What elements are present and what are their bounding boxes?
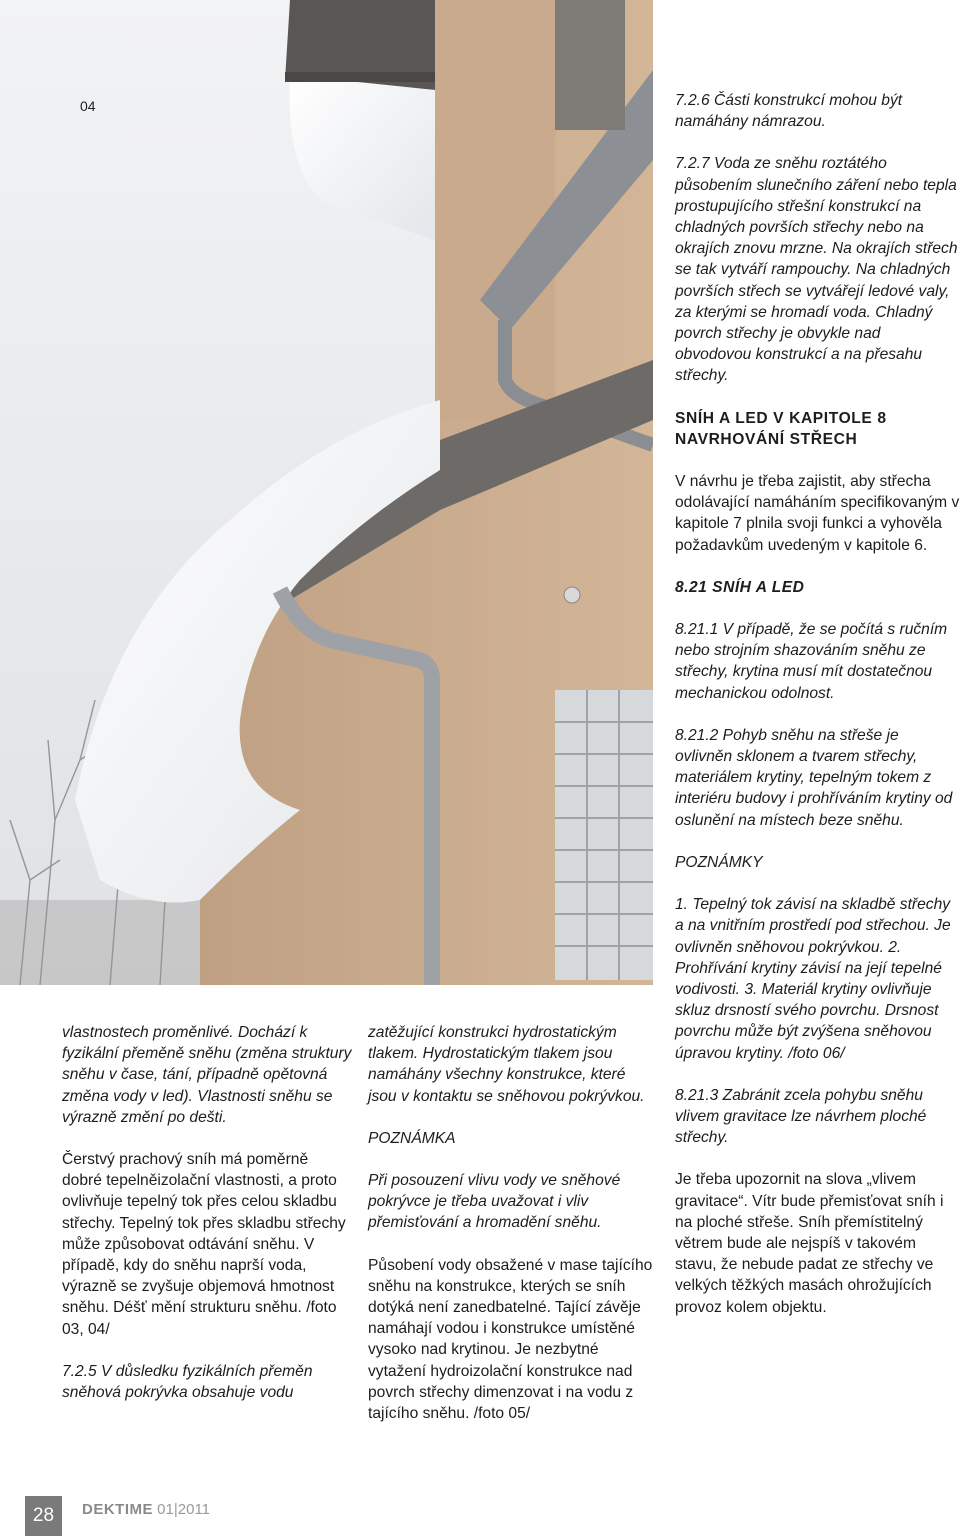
paragraph-7-2-6: 7.2.6 Části konstrukcí mohou být namáhány námrazou.	[675, 92, 903, 131]
magazine-name: DEKTIME	[82, 1501, 153, 1518]
paragraph-8-21-2: 8.21.2 Pohyb sněhu na střeše je ovlivněn sklonem a tvarem střechy, materiálem krytiny, tepelným tokem z interiéru budovy i prohříváním krytiny od oslunění na místech beze sněhu.	[675, 726, 953, 829]
section-heading: SNÍH A LED V KAPITOLE 8 NAVRHOVÁNÍ STŘECH	[675, 409, 887, 448]
note-body: Při posouzení vlivu vody ve sněhové pokrývce je třeba uvažovat i vliv přemisťování a hromadění sněhu.	[368, 1172, 621, 1232]
column-1	[62, 1022, 352, 1424]
paragraph-7-2-7: 7.2.7 Voda ze sněhu roztátého působením slunečního záření nebo tepla prostupujícího střešní konstrukcí na chladných površích střechy nebo na okrajích znovu mrzne. Na okrajích střech se tak vytváří rampouchy. Na chladných površích střech se vytvářejí ledové valy, za kterými se hromadí voda. Chladný povrch střechy je obvykle nad obvodovou konstrukcí a na přesahu střechy.	[675, 155, 958, 385]
right-column	[675, 90, 960, 1339]
photo-snow-overhang	[0, 0, 653, 985]
note-title: POZNÁMKA	[368, 1129, 456, 1147]
photo-number: 04	[80, 98, 96, 114]
paragraph-gravity: Je třeba upozornit na slova „vlivem gravitace“. Vítr bude přemisťovat sníh i na ploché střeše. Sníh přemístitelný větrem bude ale nejspíš v takovém stavu, že nebude padat ze střechy ve velkých těžkých masách ohrožujících provoz kolem objektu.	[675, 1171, 944, 1316]
paragraph-water-effect: Působení vody obsažené v mase tajícího sněhu na konstrukce, kterých se sníh dotýká není zanedbatelné. Tající závěje namáhají vodou i konstrukce umístěné vysoko nad krytinou. Je nezbytné vytažení hydroizolační konstrukce nad povrch střechy dimenzovat i na vodu z tajícího sněhu. /foto 05/	[368, 1256, 653, 1423]
subheading-8-21: 8.21 SNÍH A LED	[675, 578, 805, 596]
paragraph-properties: vlastnostech proměnlivé. Dochází k fyzikální přeměně sněhu (změna struktury sněhu v čase, tání, případně opětovná změna vody v led). Vlastnosti sněhu se výrazně změní po dešti.	[62, 1024, 352, 1126]
paragraph-fresh-snow: Čerstvý prachový sníh má poměrně dobré tepelněizolační vlastnosti, a proto ovlivňuje tepelný tok přes celou skladbu střechy. Tepelný tok přes skladbu střechy může způsobovat odtávání sněhu. V případě, kdy do sněhu naprší voda, výrazně se zvyšuje objemová hmotnost sněhu. Déšť mění strukturu sněhu. /foto 03, 04/	[62, 1151, 346, 1338]
photo-illustration	[0, 0, 653, 985]
notes-title: POZNÁMKY	[675, 853, 763, 871]
notes-body: 1. Tepelný tok závisí na skladbě střechy a na vnitřním prostředí pod střechou. Je ovlivněn sněhovou pokrývkou. 2. Prohřívání krytiny závisí na její tepelné vodivosti. 3. Materiál krytiny ovlivňuje skluz drsností svého povrchu. Drsnost povrchu může být zvýšena sněhovou úpravou krytiny. /foto 06/	[675, 896, 951, 1062]
magazine-issue: 01|2011	[157, 1501, 211, 1518]
column-2	[368, 1022, 658, 1445]
paragraph-hydrostatic: zatěžující konstrukci hydrostatickým tlakem. Hydrostatickým tlakem jsou namáhány všechny konstrukce, které jsou v kontaktu se sněhovou pokrývkou.	[368, 1024, 645, 1105]
paragraph-8-21-1: 8.21.1 V případě, že se počítá s ručním nebo strojním shazováním sněhu ze střechy, krytina musí mít dostatečnou mechanickou odolnost.	[675, 621, 948, 702]
magazine-footer	[82, 1501, 210, 1518]
paragraph-design: V návrhu je třeba zajistit, aby střecha odolávající namáháním specifikovaným v kapitole 7 plnila svoji funkci a vyhověla požadavkům uvedeným v kapitole 6.	[675, 473, 960, 554]
paragraph-8-21-3: 8.21.3 Zabránit zcela pohybu sněhu vlivem gravitace lze návrhem ploché střechy.	[675, 1086, 927, 1147]
page-number: 28	[25, 1496, 62, 1536]
glass-blocks	[555, 690, 653, 980]
paragraph-7-2-5: 7.2.5 V důsledku fyzikálních přeměn sněhová pokrývka obsahuje vodu	[62, 1362, 313, 1402]
